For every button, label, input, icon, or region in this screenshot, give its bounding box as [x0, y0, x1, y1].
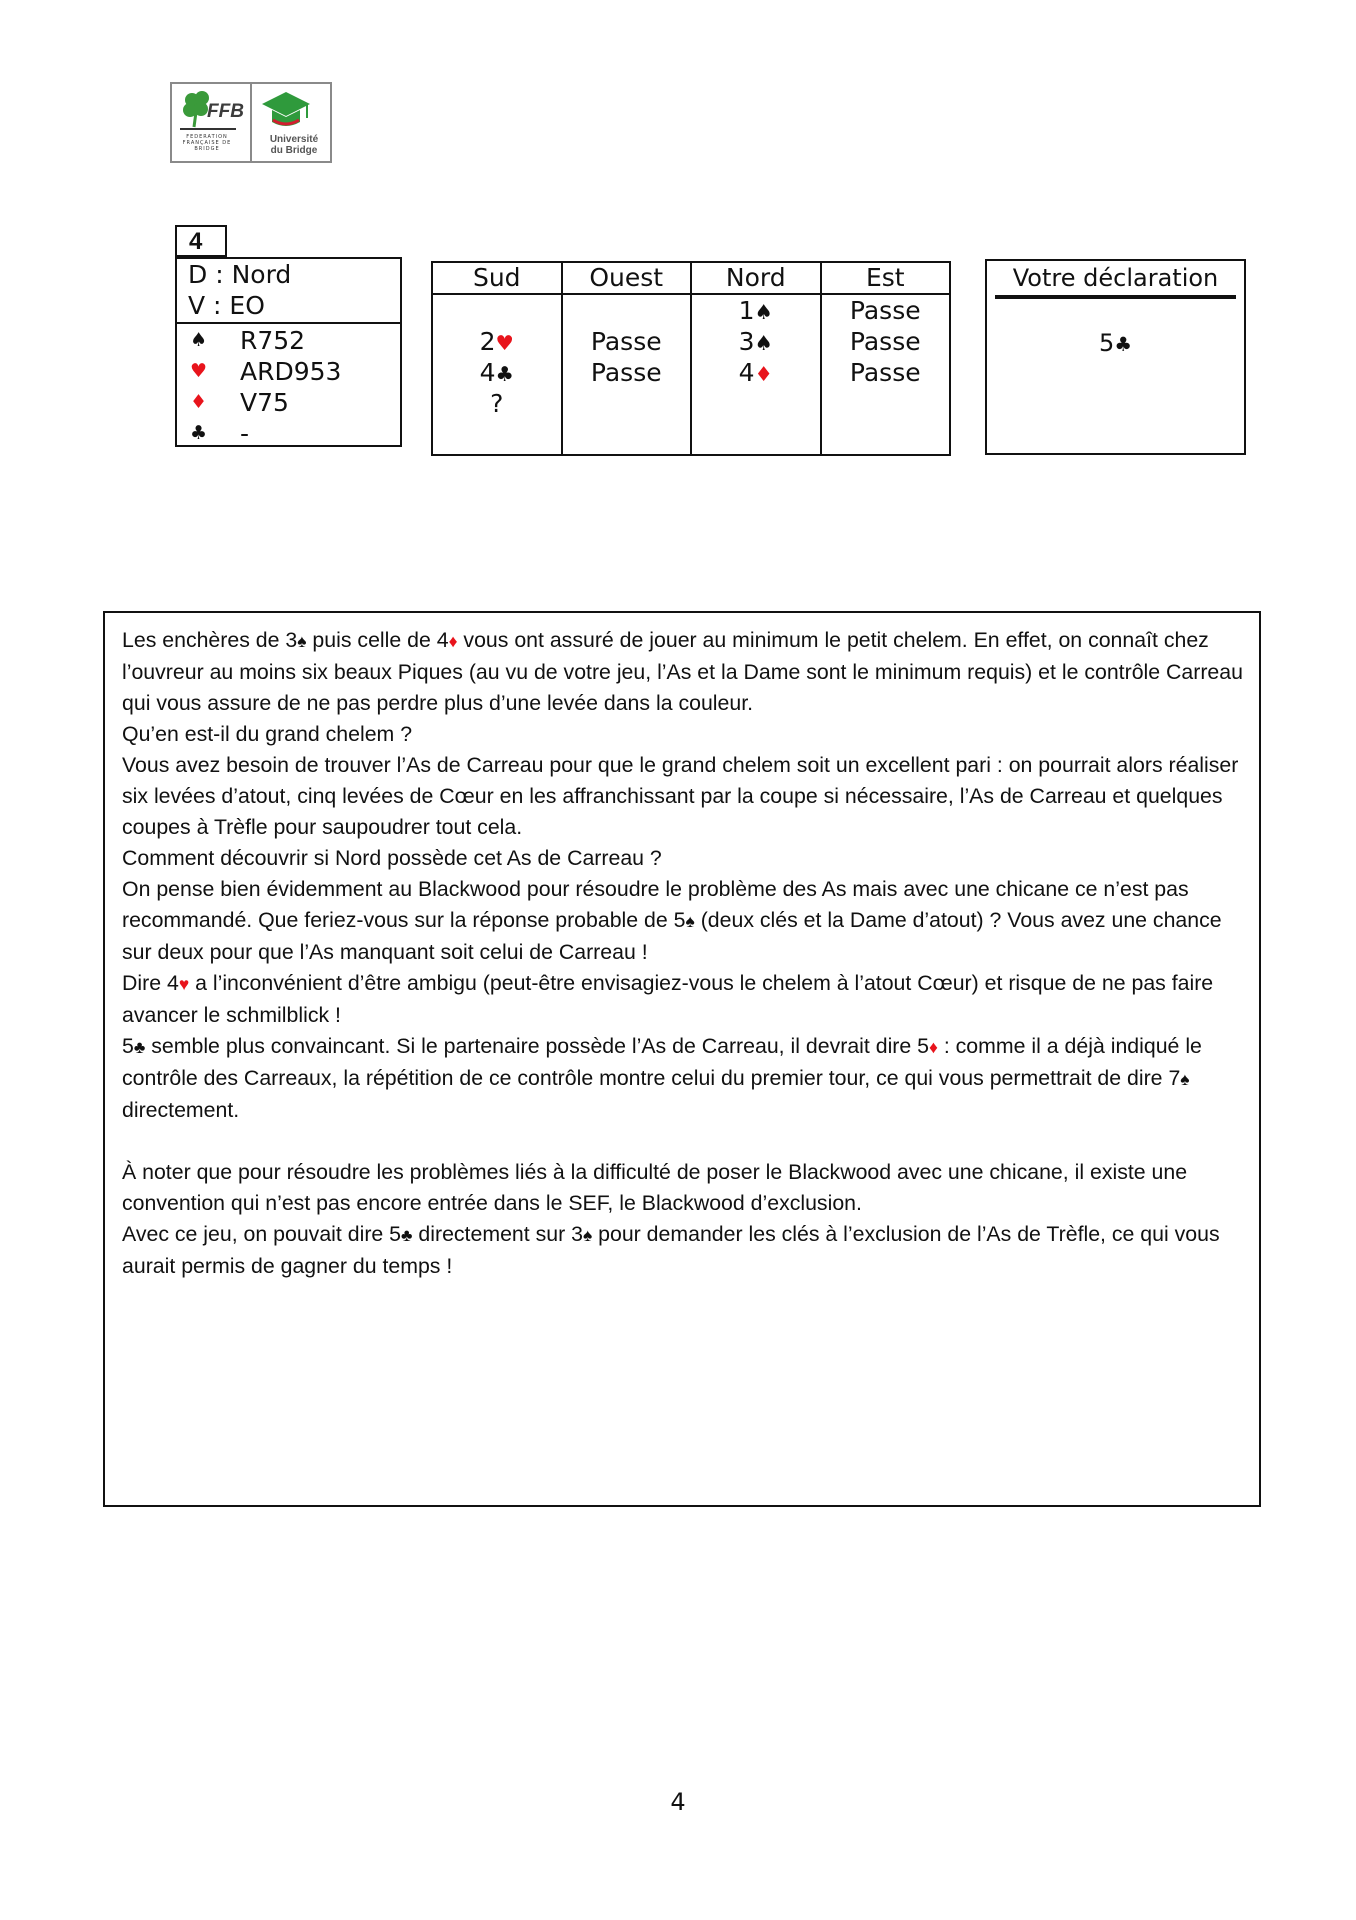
bid-cell-question: ?: [490, 389, 504, 418]
diamond-icon: ♦: [929, 1037, 938, 1057]
heart-icon: ♥: [178, 974, 190, 994]
diamond-icon: ♦: [448, 631, 458, 651]
paragraph: Vous avez besoin de trouver l’As de Carreau pour que le grand chelem soit un excellent pari : on pourrait alors réaliser six levées d’atout, cinq levées de Cœur en les affranchissant par la coupe si nécessaire, l’As de Carreau et quelques coupes à Trèfle pour saupoudrer tout cela.: [122, 753, 1239, 839]
ffb-logo: [172, 84, 252, 161]
diamond-icon: ♦: [754, 362, 773, 386]
bid-cell: 3♠: [738, 327, 773, 356]
bid-cell: [563, 295, 691, 326]
bidding-header-est: Est: [822, 263, 950, 295]
ffb-universite-logo: [170, 82, 332, 163]
bidding-column-nord: [692, 263, 822, 454]
club-icon: ♣: [133, 1037, 146, 1057]
hand-spades-row: [190, 325, 400, 356]
spade-icon: ♠: [582, 1225, 593, 1245]
bid-cell: Passe: [849, 358, 921, 387]
spade-icon: ♠: [297, 631, 307, 651]
diamond-cards: V75: [240, 388, 289, 417]
bid-cell: Passe: [849, 327, 921, 356]
bidding-header-sud: Sud: [433, 263, 561, 295]
bid-cell: 4♣: [479, 358, 514, 387]
declaration-answer: 5♣: [1099, 329, 1132, 357]
logo-divider: [180, 128, 236, 130]
ffb-logo-subtitle: FEDERATION FRANÇAISE DE BRIDGE: [182, 134, 232, 152]
heart-icon: ♥: [190, 360, 208, 382]
spade-icon: ♠: [1180, 1069, 1190, 1089]
paragraph: 5♣ semble plus convaincant. Si le partenaire possède l’As de Carreau, il devrait dire 5♦ : comme il a déjà indiqué le contrôle des Carreaux, la répétition de ce contrôle montre celui du premier tour, ce qui vous permettrait de dire 7♠ directement.: [122, 1034, 1202, 1122]
club-cards: -: [240, 419, 250, 448]
bidding-column-est: [822, 263, 950, 454]
paragraph: À noter que pour résoudre les problèmes liés à la difficulté de poser le Blackwood avec une chicane, il existe une convention qui n’est pas encore entrée dans le SEF, le Blackwood d’exclusion.: [122, 1160, 1188, 1215]
club-icon: ♣: [190, 422, 208, 444]
vulnerability: V : EO: [188, 291, 265, 320]
explanation-box: [103, 611, 1261, 1507]
bid-cell: Passe: [849, 296, 921, 325]
bid-cell: [563, 388, 691, 419]
bidding-column-sud: [433, 263, 563, 454]
paragraph: Dire 4♥ a l’inconvénient d’être ambigu (peut-être envisagiez-vous le chelem à l’atout Cœur) et risque de ne pas faire avancer le schmilblick !: [122, 971, 1214, 1027]
heart-icon: ♥: [495, 331, 514, 355]
spade-cards: R752: [240, 326, 306, 355]
spade-icon: ♠: [754, 300, 773, 324]
bid-cell: 4♦: [738, 358, 773, 387]
bid-cell: 1♠: [738, 296, 773, 325]
hand-diamonds-row: [190, 387, 400, 418]
bidding-header-nord: Nord: [692, 263, 820, 295]
bid-cell: [822, 388, 950, 419]
deal-number: 4: [175, 225, 227, 257]
spade-icon: ♠: [190, 329, 208, 351]
bidding-header-ouest: Ouest: [563, 263, 691, 295]
graduation-cap-icon: [260, 90, 312, 130]
ffb-logo-text: FFB: [207, 101, 244, 122]
paragraph: Les enchères de 3♠ puis celle de 4♦ vous ont assuré de jouer au minimum le petit chelem. En effet, on connaît chez l’ouvreur au moins six beaux Piques (au vu de votre jeu, l’As et la Dame sont le minimum requis) et le contrôle Carreau qui vous assure de ne pas perdre plus d’une levée dans la couleur.: [122, 628, 1243, 715]
bid-cell: [692, 388, 820, 419]
hand-hearts-row: [190, 356, 400, 387]
paragraph-spacer: [122, 1126, 1243, 1157]
club-icon: ♣: [495, 362, 514, 386]
paragraph: Comment découvrir si Nord possède cet As de Carreau ?: [122, 846, 662, 870]
club-icon: ♣: [1114, 333, 1132, 356]
bid-cell: [433, 295, 561, 326]
bid-cell: 2♥: [479, 327, 514, 356]
south-hand: [177, 324, 400, 449]
universite-logo-text: [260, 134, 328, 156]
paragraph: Qu’en est-il du grand chelem ?: [122, 722, 413, 746]
bid-cell: Passe: [590, 358, 662, 387]
heart-cards: ARD953: [240, 357, 342, 386]
paragraph: Avec ce jeu, on pouvait dire 5♣ directement sur 3♠ pour demander les clés à l’exclusion de l’As de Trèfle, ce qui vous aurait permis de gagner du temps !: [122, 1222, 1220, 1278]
universite-line-2: du Bridge: [270, 145, 318, 156]
universite-line-1: Université: [269, 134, 319, 145]
declaration-title: Votre déclaration: [995, 261, 1236, 299]
bid-cell: Passe: [590, 327, 662, 356]
bidding-table: [431, 261, 951, 456]
deal-info: [177, 259, 400, 324]
diamond-icon: ♦: [190, 391, 208, 413]
declaration-box: [985, 259, 1246, 455]
dealer: D : Nord: [188, 260, 292, 289]
bidding-column-ouest: [563, 263, 693, 454]
page-number: 4: [670, 1788, 686, 1816]
club-icon: ♣: [401, 1225, 413, 1245]
hand-clubs-row: [190, 418, 400, 449]
paragraph: On pense bien évidemment au Blackwood pour résoudre le problème des As mais avec une chicane ce n’est pas recommandé. Que feriez-vous sur la réponse probable de 5♠ (deux clés et la Dame d’atout) ? Vous avez une chance sur deux pour que l’As manquant soit celui de Carreau !: [122, 877, 1222, 964]
spade-icon: ♠: [754, 331, 773, 355]
deal-box: [175, 257, 402, 447]
spade-icon: ♠: [685, 911, 695, 931]
universite-logo: [252, 84, 330, 161]
